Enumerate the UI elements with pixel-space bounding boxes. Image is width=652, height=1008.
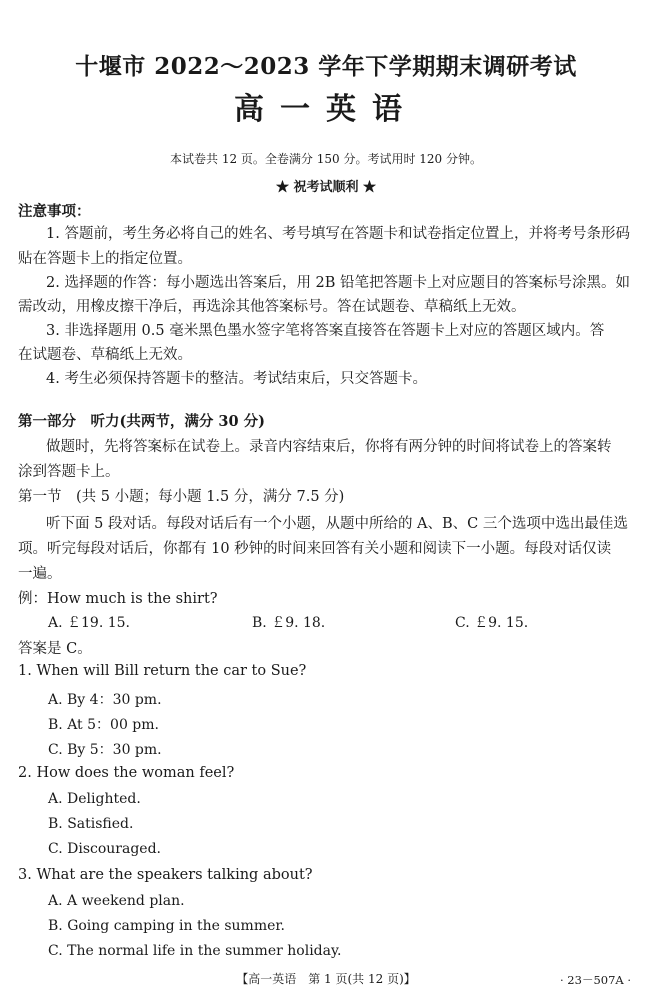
notice-heading: 注意事项： [18,203,91,220]
question-2-option-c: C. Discouraged. [48,841,161,857]
question-3-option-a: A. A weekend plan. [48,893,185,909]
example-option-c: C. ￡9. 15. [455,615,529,631]
subject-title: 高一英语 [234,92,418,127]
example-answer: 答案是 C。 [18,641,92,657]
exam-info: 本试卷共 12 页。全卷满分 150 分。考试用时 120 分钟。 [170,152,482,166]
good-luck-banner: ★ 祝考试顺利 ★ [275,180,377,195]
notice-line: 需改动，用橡皮擦干净后，再选涂其他答案标号。答在试题卷、草稿纸上无效。 [18,299,526,315]
notice-line: 2. 选择题的作答：每小题选出答案后，用 2B 铅笔把答题卡上对应题目的答案标号涂黑。如 [46,275,631,291]
section1-intro-line: 听下面 5 段对话。每段对话后有一个小题，从题中所给的 A、B、C 三个选项中选出最佳选 [46,516,628,532]
section1-heading: 第一节 (共 5 小题；每小题 1.5 分，满分 7.5 分) [18,489,345,505]
notice-line: 贴在答题卡上的指定位置。 [18,251,192,267]
question-3-option-c: C. The normal life in the summer holiday. [48,943,342,959]
exam-title: 十堰市 2022～2023 学年下学期期末调研考试 [75,53,577,80]
question-1-option-b: B. At 5：00 pm. [48,717,159,733]
question-3-option-b: B. Going camping in the summer. [48,918,286,934]
page-footer: 【高一英语 第 1 页(共 12 页)】 [236,972,416,986]
part1-intro-line: 涂到答题卡上。 [18,464,120,480]
question-2-option-a: A. Delighted. [48,791,141,807]
question-1-option-a: A. By 4：30 pm. [48,692,162,708]
question-1: 1. When will Bill return the car to Sue? [18,663,307,679]
notice-line: 1. 答题前，考生务必将自己的姓名、考号填写在答题卡和试卷指定位置上，并将考号条形码 [46,226,630,242]
question-2: 2. How does the woman feel? [18,765,235,781]
question-3: 3. What are the speakers talking about? [18,867,313,883]
question-1-option-c: C. By 5：30 pm. [48,742,162,758]
example-option-b: B. ￡9. 18. [252,615,326,631]
section1-intro-line: 一遍。 [18,566,62,582]
question-2-option-b: B. Satisfied. [48,816,134,832]
notice-line: 4. 考生必须保持答题卡的整洁。考试结束后，只交答题卡。 [46,371,427,387]
part1-heading: 第一部分 听力(共两节，满分 30 分) [18,413,265,430]
notice-line: 3. 非选择题用 0.5 毫米黑色墨水签字笔将答案直接答在答题卡上对应的答题区域内。答 [46,323,605,339]
example-question: 例：How much is the shirt? [18,591,218,607]
exam-code: · 23－507A · [560,973,632,987]
example-option-a: A. ￡19. 15. [48,615,130,631]
notice-line: 在试题卷、草稿纸上无效。 [18,347,192,363]
part1-intro-line: 做题时，先将答案标在试卷上。录音内容结束后，你将有两分钟的时间将试卷上的答案转 [46,439,612,455]
section1-intro-line: 项。听完每段对话后，你都有 10 秒钟的时间来回答有关小题和阅读下一小题。每段对话仅读 [18,541,612,557]
